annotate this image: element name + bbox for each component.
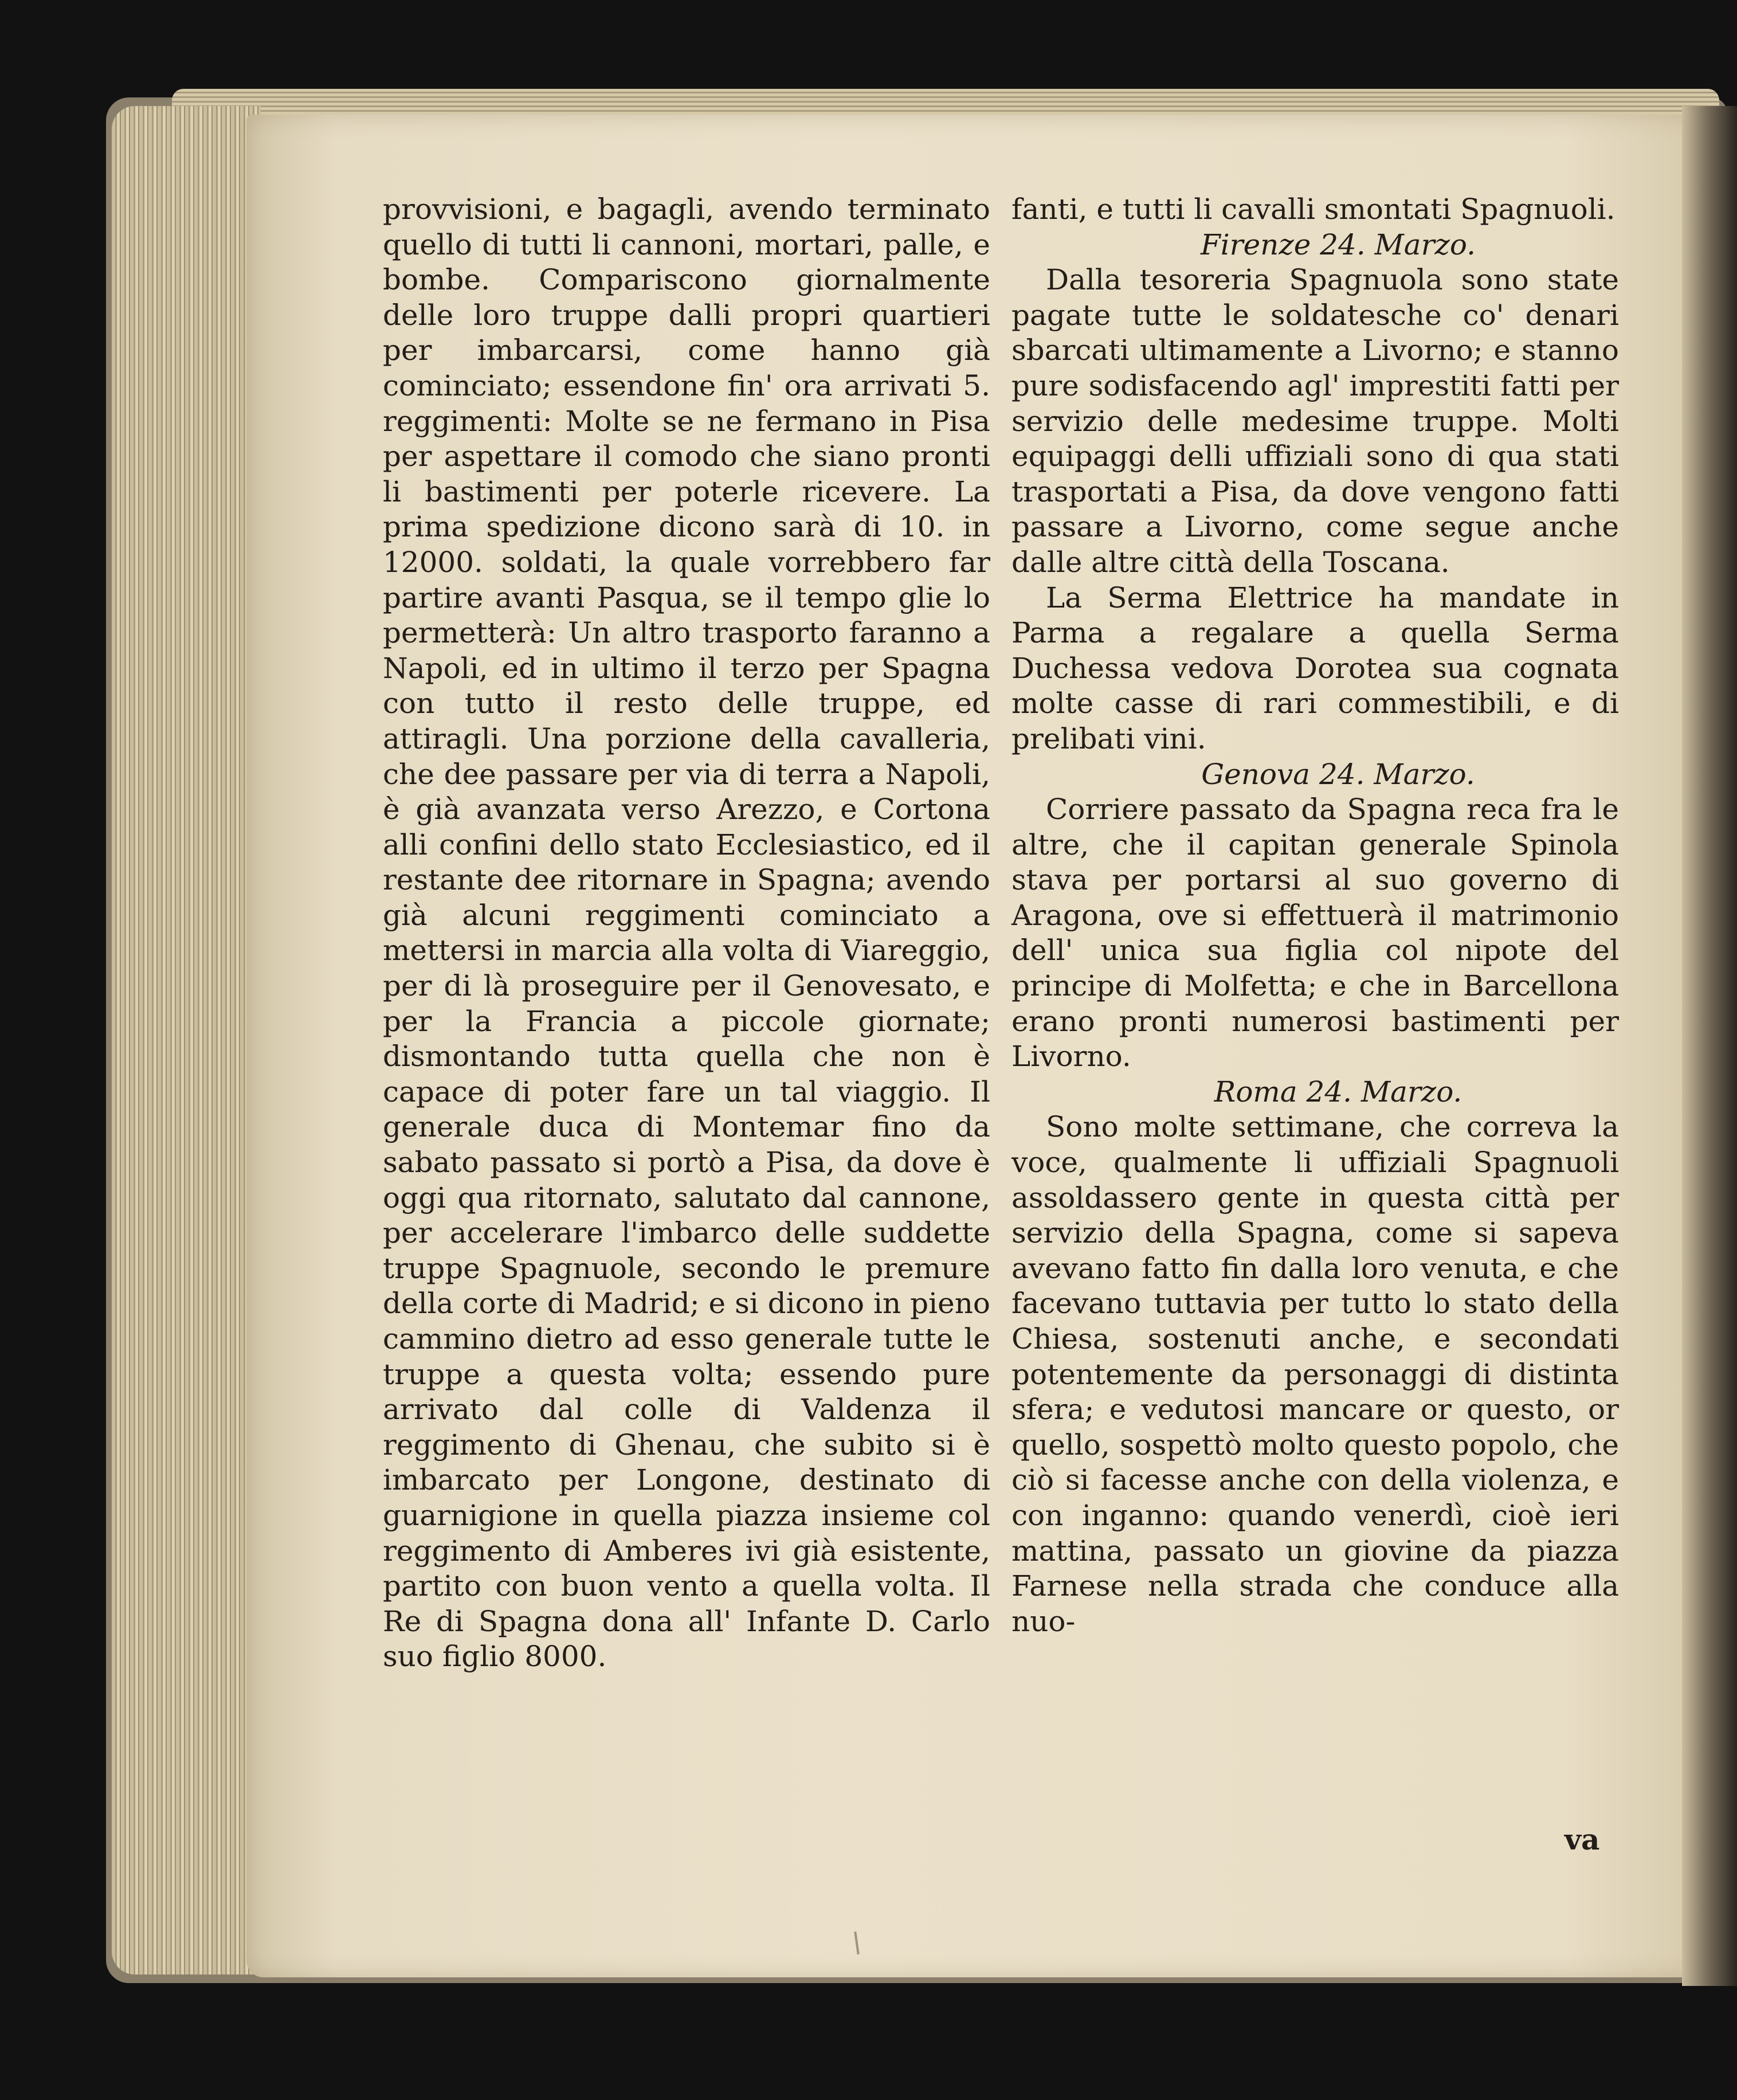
dateline-firenze: Firenze 24. Marzo.: [1201, 228, 1476, 261]
left-column: [383, 192, 990, 1675]
catchword: va: [1565, 1823, 1600, 1856]
right-paragraph-continuation: fanti, e tutti li cavalli smontati Spagnuoli.: [1011, 193, 1616, 226]
paragraph-elettrice: La Serma Elettrice ha mandate in Parma a regalare a quella Serma Duchessa vedova Dorotea sua cognata molte casse di rari commestibili, e di prelibati vini.: [1011, 581, 1619, 755]
right-column: [1011, 192, 1619, 1639]
page-stack-left: [112, 106, 261, 1974]
dateline-roma: Roma 24. Marzo.: [1214, 1075, 1462, 1108]
paragraph-roma: Sono molte settimane, che correva la voce, qualmente li uffiziali Spagnuoli assoldassero gente in questa città per servizio della Spagna, come si sapeva avevano fatto fin dalla loro venuta, e che facevano tuttavia per tutto lo stato della Chiesa, sostenuti anche, e secondati potentemente da personaggi di distinta sfera; e vedutosi mancare or questo, or quello, sospettò molto questo popolo, che ciò si facesse anche con della violenza, e con inganno: quando venerdì, cioè ieri mattina, passato un giovine da piazza Farnese nella strada che conduce alla nuo-: [1011, 1110, 1619, 1638]
paragraph-corriere: Corriere passato da Spagna reca fra le altre, che il capitan generale Spinola stava per portarsi al suo governo di Aragona, ove si effettuerà il matrimonio dell' unica sua figlia col nipote del principe di Molfetta; e che in Barcellona erano pronti numerosi bastimenti per Livorno.: [1011, 793, 1619, 1073]
dateline-genova: Genova 24. Marzo.: [1201, 757, 1475, 791]
paragraph-tesoreria: Dalla tesoreria Spagnuola sono state pagate tutte le soldatesche co' denari sbarcati ultimamente a Livorno; e stanno pure sodisfacendo agl' imprestiti fatti per servizio delle medesime truppe. Molti equipaggi delli uffiziali sono di qua stati trasportati a Pisa, da dove vengono fatti passare a Livorno, come segue anche dalle altre città della Toscana.: [1011, 263, 1619, 579]
left-paragraph: provvisioni, e bagagli, avendo terminato quello di tutti li cannoni, mortari, palle, e bombe. Compariscono giornalmente delle loro truppe dalli propri quartieri per imbarcarsi, come hanno già cominciato; essendone fin' ora arrivati 5. reggimenti: Molte se ne fermano in Pisa per aspettare il comodo che siano pronti li bastimenti per poterle ricevere. La prima spedizione dicono sarà di 10. in 12000. soldati, la quale vorrebbero far partire avanti Pasqua, se il tempo glie lo permetterà: Un altro trasporto faranno a Napoli, ed in ultimo il terzo per Spagna con tutto il resto delle truppe, ed attiragli. Una porzione della cavalleria, che dee passare per via di terra a Napoli, è già avanzata verso Arezzo, e Cortona alli confini dello stato Ecclesiastico, ed il restante dee ritornare in Spagna; avendo già alcuni reggimenti cominciato a mettersi in marcia alla volta di Viareggio, per di là proseguire per il Genovesato, e per la Francia a piccole giornate; dismontando tutta quella che non è capace di poter fare un tal viaggio. Il generale duca di Montemar fino da sabato passato si portò a Pisa, da dove è oggi qua ritornato, salutato dal cannone, per accelerare l'imbarco delle suddette truppe Spagnuole, secondo le premure della corte di Madrid; e si dicono in pieno cammino dietro ad esso generale tutte le truppe a questa volta; essendo pure arrivato dal colle di Valdenza il reggimento di Ghenau, che subito si è imbarcato per Longone, destinato di guarnigione in quella piazza insieme col reggimento di Amberes ivi già esistente, partito con buon vento a quella volta. Il Re di Spagna dona all' Infante D. Carlo suo figlio 8000.: [383, 193, 990, 1674]
book-gutter: [1682, 106, 1737, 1986]
